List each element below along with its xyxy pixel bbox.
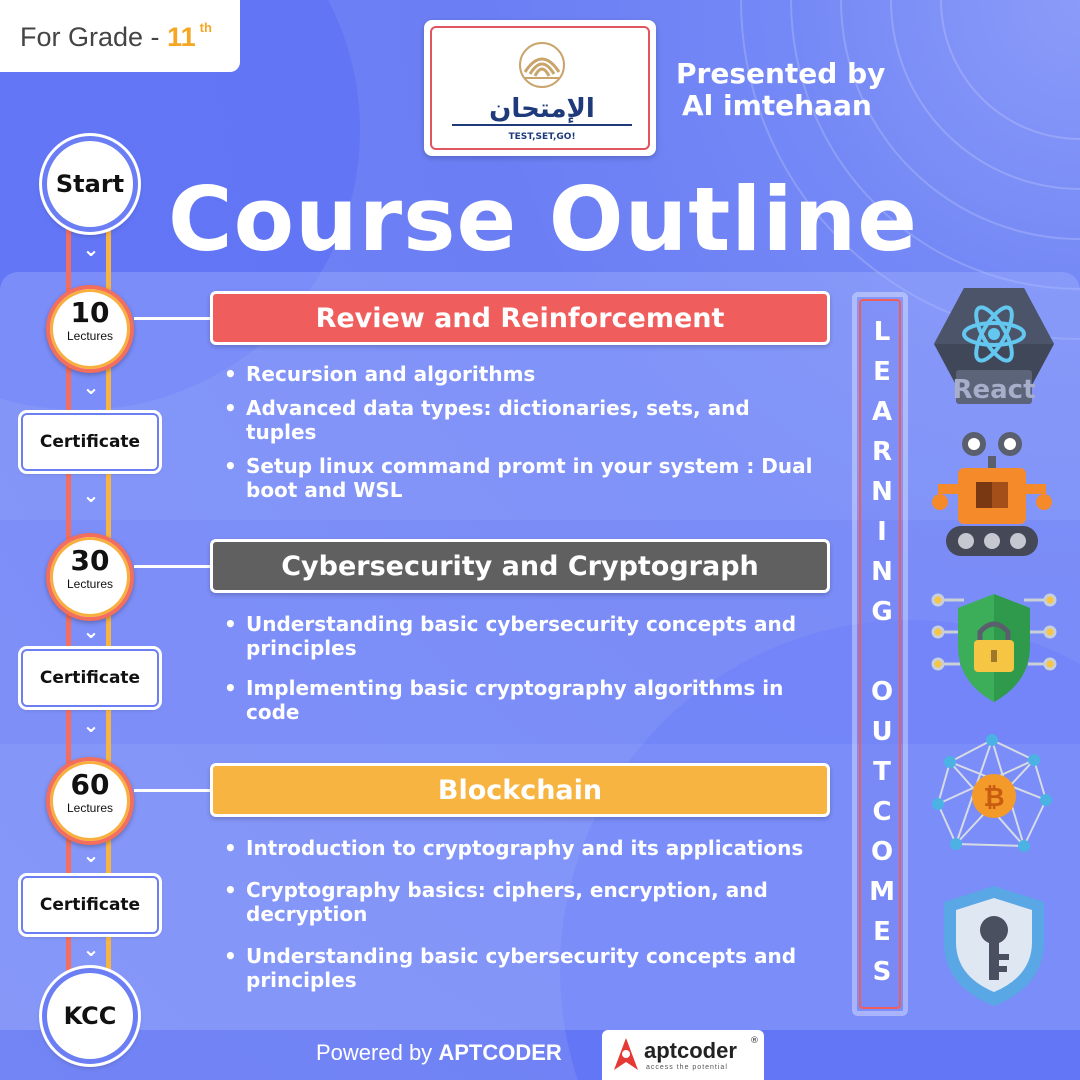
list-item: • Setup linux command promt in your system : Dual boot and WSL [222,454,822,502]
connector-line [134,789,212,792]
connector-line [134,565,212,568]
chevron-down-icon: ⌄ [82,483,100,507]
aptcoder-wordmark: aptcoder [644,1038,737,1063]
lectures-label: Lectures [66,329,114,343]
registered-mark: ® [750,1036,759,1046]
page-title: Course Outline [168,168,918,271]
powered-brand: APTCODER [438,1040,562,1065]
outcome-letter: I [877,517,887,547]
section-heading: Blockchain [210,763,830,817]
lectures-badge [46,757,134,845]
list-item: • Recursion and algorithms [222,362,822,386]
outcome-letter: L [873,317,891,347]
react-icon [930,286,1058,410]
section-heading: Cybersecurity and Cryptograph [210,539,830,593]
outcome-letter: R [871,437,893,467]
outcome-letter: O [870,837,894,867]
outcome-letter: M [869,877,895,907]
logo-divider [452,124,632,126]
robot-icon [930,430,1054,558]
learning-outcomes-panel [852,292,908,1016]
certificate-badge: Certificate [21,649,159,707]
chevron-down-icon: ⌄ [82,713,100,737]
aptcoder-rocket-icon [610,1036,642,1074]
list-item: • Understanding basic cybersecurity concepts and principles [222,944,822,992]
grade-number: 11 [167,22,196,52]
learning-outcomes-frame [859,299,901,1009]
presented-by [676,58,885,122]
chevron-down-icon: ⌄ [82,843,100,867]
outcome-letter: N [871,557,893,587]
lectures-label: Lectures [66,577,114,591]
presented-line1: Presented by [676,57,886,90]
presented-line2: Al imtehaan [682,89,872,122]
outcome-letter: S [872,957,892,987]
outcome-letter: A [871,397,893,427]
bitcoin-symbol: ₿ [983,783,1005,813]
connector-line [134,317,212,320]
lectures-badge [46,533,134,621]
list-item: • Introduction to cryptography and its applications [222,836,822,860]
lectures-label: Lectures [66,801,114,815]
aptcoder-tagline: access the potential [646,1064,728,1071]
list-item: • Cryptography basics: ciphers, encryption, and decryption [222,878,822,926]
lecture-count: 10 [70,296,110,329]
powered-by-text [316,1040,562,1066]
powered-prefix: Powered by [316,1040,433,1065]
lecture-count: 60 [70,768,110,801]
list-item: • Advanced data types: dictionaries, sets, and tuples [222,396,822,444]
logo-emblem-icon [517,40,567,90]
alimtehaan-logo [424,20,656,156]
grade-suffix: th [199,20,212,35]
list-item: • Implementing basic cryptography algorithms in code [222,676,822,724]
lecture-count: 30 [70,544,110,577]
outcome-letter: E [873,917,891,947]
outcome-letter: G [871,597,893,627]
react-label: React [952,375,1036,405]
security-shield-icon [930,586,1058,706]
outcome-letter: T [873,757,891,787]
outcome-letter: E [873,357,891,387]
aptcoder-logo [602,1030,764,1080]
logo-arabic-text: الإمتحان [489,94,595,124]
chevron-down-icon: ⌄ [82,237,100,261]
key-shield-icon [940,884,1048,1008]
bitcoin-network-icon [930,734,1054,858]
section-bullets [222,362,822,502]
section-bullets [222,612,822,724]
outcome-letter: U [871,717,893,747]
grade-prefix: For Grade - [20,22,160,52]
chevron-down-icon: ⌄ [82,375,100,399]
end-node-kcc: KCC [42,968,138,1064]
outcome-letter: N [871,477,893,507]
list-item: • Understanding basic cybersecurity concepts and principles [222,612,822,660]
logo-tagline: TEST,SET,GO! [508,132,576,142]
lectures-badge [46,285,134,373]
chevron-down-icon: ⌄ [82,619,100,643]
outcome-letter: C [872,797,892,827]
section-bullets [222,836,822,992]
section-heading: Review and Reinforcement [210,291,830,345]
certificate-badge: Certificate [21,876,159,934]
grade-badge [0,0,240,72]
chevron-down-icon: ⌄ [82,937,100,961]
certificate-badge: Certificate [21,413,159,471]
logo-frame [430,26,650,150]
start-node: Start [42,136,138,232]
outcome-letter: O [870,677,894,707]
